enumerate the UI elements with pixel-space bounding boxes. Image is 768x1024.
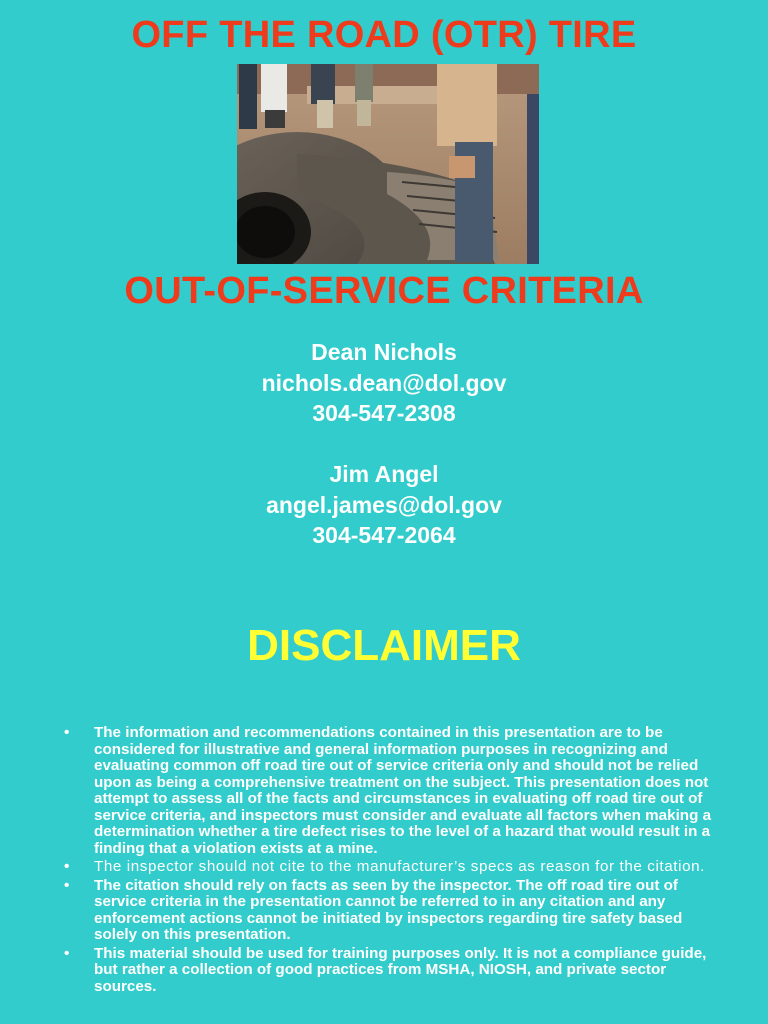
- contact-name: Dean Nichols: [311, 339, 457, 365]
- list-item: [0, 859, 768, 876]
- disclaimer-list: [0, 725, 768, 997]
- bullet-icon: •: [64, 724, 70, 741]
- contact-phone: 304-547-2308: [312, 400, 456, 426]
- disclaimer-heading: DISCLAIMER: [247, 621, 521, 670]
- contact-card: [0, 459, 768, 551]
- disclaimer-text: The citation should rely on facts as seen by the inspector. The off road tire out of service criteria in the presentation cannot be referred to in any citation and any enforcement actions cannot be initiated by inspectors regarding tire safety based solely on this presentation.: [94, 876, 683, 943]
- bullet-icon: •: [64, 858, 70, 875]
- page-subtitle: OUT-OF-SERVICE CRITERIA: [124, 270, 644, 312]
- disclaimer-text: The inspector should not cite to the manufacturer’s specs as reason for the citation.: [94, 858, 705, 875]
- disclaimer-text: The information and recommendations contained in this presentation are to be considered for illustrative and general information purposes in recognizing and evaluating common off road tire out of service criteria only and should not be relied upon as being a comprehensive treatment on the subject. This presentation does not attempt to assess all of the facts and circumstances in evaluating off road tire out of service criteria, and inspectors must consider and evaluate all factors when making a determination whether a tire defect rises to the level of a hazard that would result in a finding that a violation exists at a mine.: [94, 724, 712, 857]
- bullet-icon: •: [64, 944, 70, 962]
- list-item: [0, 725, 768, 857]
- contact-email: nichols.dean@dol.gov: [261, 369, 507, 396]
- contacts-section: [0, 337, 768, 551]
- disclaimer-text: This material should be used for training purposes only. It is not a compliance guide, but rather a collection of good practices from MSHA, NIOSH, and private sector sources.: [94, 944, 707, 995]
- tire-photo-illustration: [237, 64, 539, 264]
- contact-email: angel.james@dol.gov: [266, 491, 502, 518]
- page-title: OFF THE ROAD (OTR) TIRE: [131, 14, 637, 56]
- otr-tire-inspection-photo: [237, 64, 539, 264]
- contact-name: Jim Angel: [329, 461, 439, 487]
- list-item: [0, 878, 768, 944]
- bullet-icon: •: [64, 876, 70, 894]
- contact-card: [0, 337, 768, 429]
- list-item: [0, 946, 768, 996]
- spacer: [0, 429, 768, 460]
- contact-phone: 304-547-2064: [312, 522, 456, 548]
